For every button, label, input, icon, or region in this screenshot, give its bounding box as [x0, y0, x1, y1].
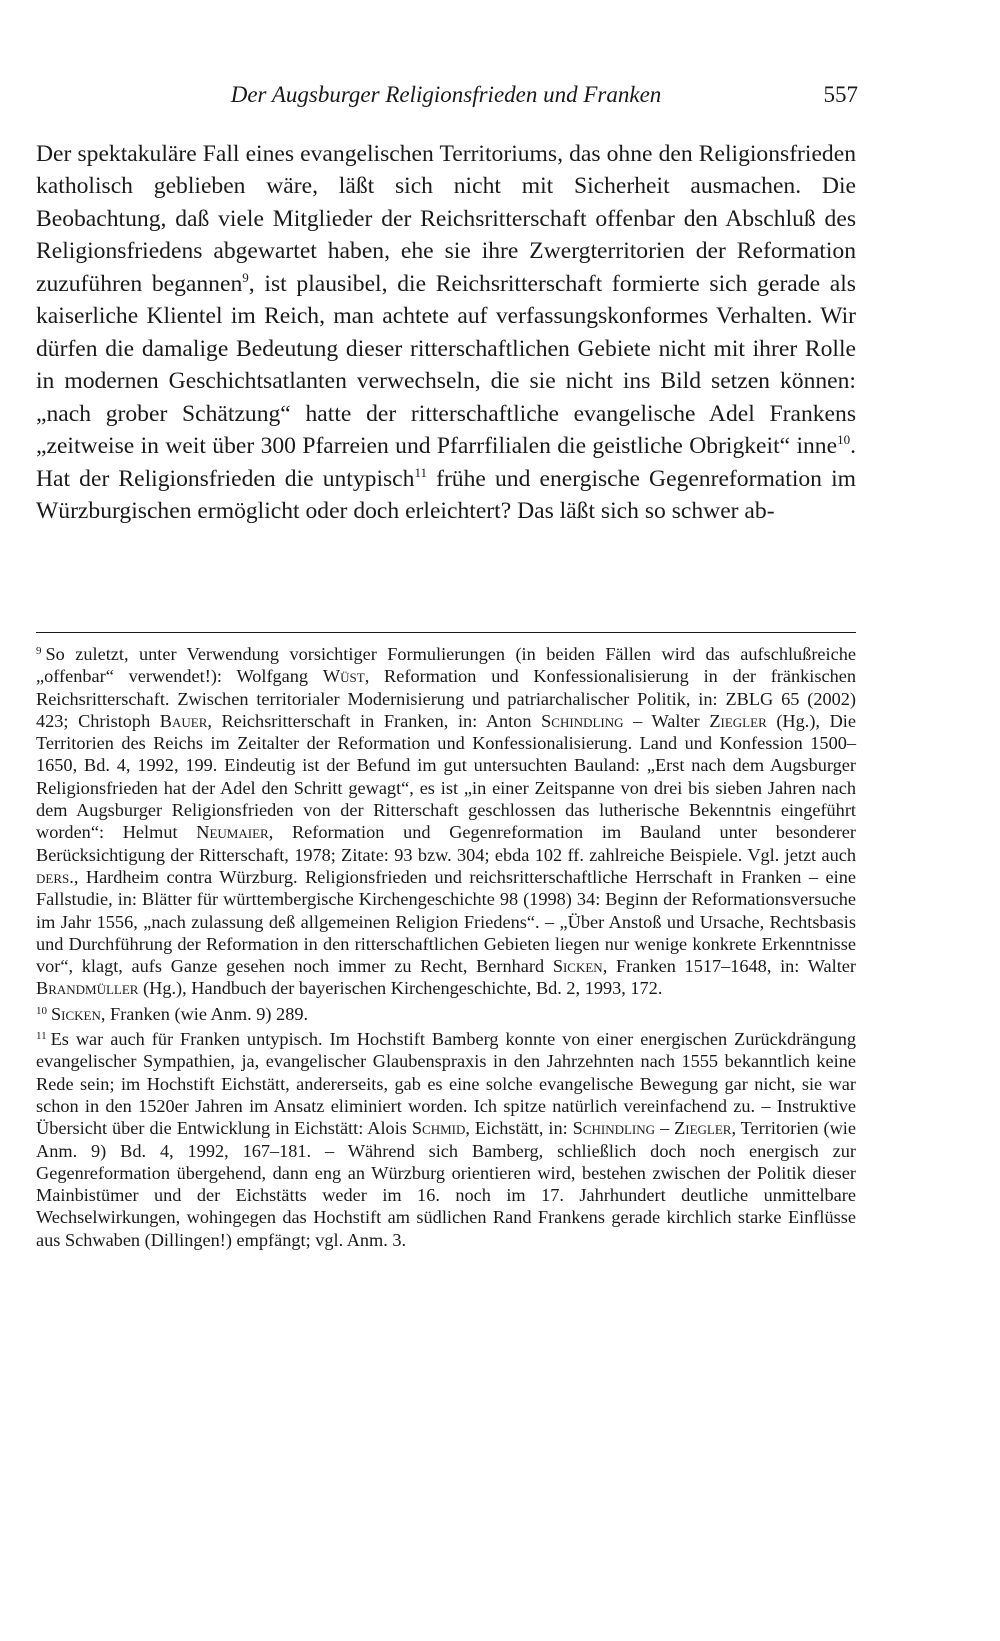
- footnote-11: [36, 1025, 856, 1251]
- author-name: Bauer: [159, 710, 208, 731]
- author-name: Sicken: [51, 1003, 101, 1024]
- footnote-ref-9: 9: [242, 269, 249, 285]
- footnote-text: So zuletzt, unter Verwendung vorsichtiger Formulierungen (in beiden Fällen wird das aufschlußreiche „offenbar“ verwendet!): Wolfgang: [36, 644, 856, 687]
- footnote-number: 9: [36, 645, 42, 657]
- footnote-divider: [36, 632, 856, 633]
- footnote-text: (Hg.), Handbuch der bayerischen Kirchengeschichte, Bd. 2, 1993, 172.: [138, 978, 663, 999]
- footnote-10: [36, 1000, 856, 1025]
- footnote-number: 10: [36, 1004, 47, 1017]
- author-name: Schmid: [411, 1118, 466, 1139]
- footnote-text: , Reformation und Konfessionalisierung in der fränkischen Reichsritterschaft. Zwischen territorialer Modernisierung und patriarchalischer Politik, in: ZBLG 65 (2002) 423; Christoph: [36, 666, 856, 731]
- body-text-1: Der spektakuläre Fall eines evangelischen Territoriums, das ohne den Religionsfrieden katholisch geblieben wäre, läßt sich nicht mit Sicherheit ausmachen. Die Beobachtung, daß viele Mitglieder der Reichsritterschaft offenbar den Abschluß des Religionsfriedens abgewartet haben, ehe sie ihre Zwergterritorien der Reformation zuzuführen begannen: [36, 141, 856, 297]
- page-number: 557: [823, 82, 858, 107]
- author-name: Neumaier: [196, 822, 269, 843]
- footnote-text: – Walter: [623, 710, 710, 731]
- footnote-text: –: [655, 1118, 675, 1139]
- footnote-text: , Eichstätt, in:: [465, 1118, 573, 1139]
- author-name: Ziegler: [709, 710, 767, 731]
- body-text-2: , ist plausibel, die Reichsritterschaft formierte sich gerade als kaiserliche Klientel im Reich, man achtete auf verfassungskonformes Verhalten. Wir dürfen die damalige Bedeutung dieser ritterschaftlichen Gebiete nicht mit ihrer Rolle in modernen Geschichtsatlanten verwechseln, die sie nicht ins Bild setzen können: „nach grober Schätzung“ hatte der ritterschaftliche evangelische Adel Frankens „zeitweise in weit über 300 Pfarreien und Pfarrfilialen die geistliche Obrigkeit“ inne: [36, 270, 856, 460]
- author-name: Brandmüller: [36, 978, 139, 999]
- footnote-text: (Hg.), Die Territorien des Reichs im Zeitalter der Reformation und Konfessionalisierung. Land und Konfession 1500–1650, Bd. 4, 1992, 199. Eindeutig ist der Befund im gut untersuchten Bauland: „Erst nach dem Augsburger Religionsfrieden hat der Adel den Schritt gewagt“, es ist „in einer Zeitspanne von drei bis sieben Jahren nach dem Augsburger Religionsfrieden von der Ritterschaft geschlossen das lutherische Bekenntnis eingeführt worden“: Helmut: [36, 710, 856, 843]
- author-name: Wüst: [322, 666, 365, 687]
- footnote-ref-10: 10: [837, 432, 851, 448]
- author-name: Schindling: [541, 710, 624, 731]
- body-paragraph: [36, 138, 856, 527]
- footnote-number: 11: [36, 1030, 47, 1043]
- footnotes: [36, 640, 856, 1251]
- footnote-ref-11: 11: [414, 464, 427, 480]
- author-name: Schindling: [572, 1118, 656, 1139]
- running-title: Der Augsburger Religionsfrieden und Franken: [230, 82, 662, 107]
- footnote-text: , Franken (wie Anm. 9) 289.: [100, 1003, 309, 1024]
- footnote-text: , Franken 1517–1648, in: Walter: [602, 956, 856, 977]
- author-name: Ziegler: [674, 1118, 732, 1139]
- footnote-text: , Reichsritterschaft in Franken, in: Anton: [207, 710, 542, 731]
- footnote-text: , Territorien (wie Anm. 9) Bd. 4, 1992, 167–181. – Während sich Bamberg, schließlich doch noch energisch zur Gegenreformation übergehend, dann eng an Würzburg orientieren wird, bestehen zwischen der Politik dieser Mainbistümer und der Eichstätts weder im 16. noch im 17. Jahrhundert deutliche unmittelbare Wechselwirkungen, wohingegen das Hochstift am südlichen Rand Frankens gerade kirchlich starke Einflüsse aus Schwaben (Dillingen!) empfängt; vgl. Anm. 3.: [36, 1118, 856, 1250]
- author-name: Sicken: [552, 956, 603, 977]
- author-name: ders.: [36, 866, 74, 887]
- footnote-text: , Reformation und Gegenreformation im Bauland unter besonderer Berücksichtigung der Ritterschaft, 1978; Zitate: 93 bzw. 304; ebda 102 ff. zahlreiche Beispiele. Vgl. jetzt auch: [36, 822, 856, 865]
- footnote-text: Es war auch für Franken untypisch. Im Hochstift Bamberg konnte von einer energischen Zurückdrängung evangelischer Sympathien, ja, evangelischer Glaubenspraxis in den Jahrzehnten nach 1555 bekanntlich keine Rede sein; im Hochstift Eichstätt, andererseits, gab es eine solche evangelische Bewegung gar nicht, sie war schon in den 1520er Jahren im Ansatz eliminiert worden. Ich spitze natürlich vereinfachend zu. – Instruktive Übersicht über die Entwicklung in Eichstätt: Alois: [36, 1029, 856, 1139]
- footnote-text: , Hardheim contra Würzburg. Religionsfrieden und reichsritterschaftliche Herrschaft in Franken – eine Fallstudie, in: Blätter für württembergische Kirchengeschichte 98 (1998) 34: Beginn der Reformationsversuche im Jahr 1556, „nach zulassung deß allgemeinen Religion Friedens“. – „Über Anstoß und Ursache, Rechtsbasis und Durchführung der Reformation in den ritterschaftlichen Gebieten liegen nur wenige konkrete Erkenntnisse vor“, klagt, aufs Ganze gesehen noch immer zu Recht, Bernhard: [36, 866, 856, 977]
- body-text-3: . Hat der Religionsfrieden die untypisch: [36, 433, 856, 492]
- footnote-9: [36, 640, 856, 1000]
- body-text-4: frühe und energische Gegenreformation im Würzburgischen ermöglicht oder doch erleichtert? Das läßt sich so schwer ab-: [36, 465, 856, 524]
